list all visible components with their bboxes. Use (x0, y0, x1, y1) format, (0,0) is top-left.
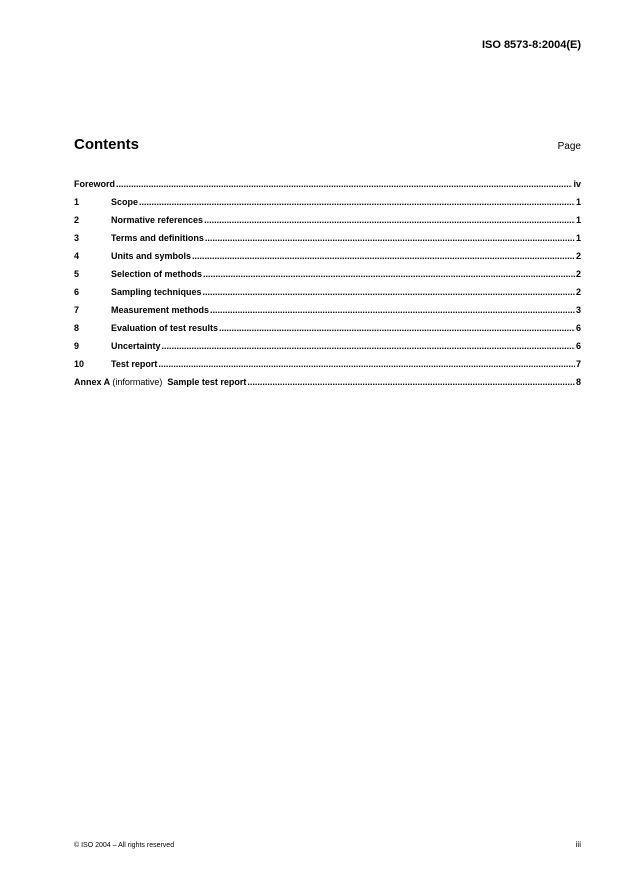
toc-entry-page: 6 (575, 323, 581, 333)
toc-entry-number: 10 (74, 359, 85, 369)
toc-entry-page: 2 (575, 269, 581, 279)
table-of-contents (74, 175, 581, 391)
toc-entry-title: Selection of methods (111, 269, 203, 279)
toc-entry-number: 2 (74, 215, 80, 225)
toc-entry-title: Measurement methods (111, 305, 210, 315)
toc-entry-units-and-symbols[interactable] (74, 247, 581, 265)
toc-entry-number: 4 (74, 251, 80, 261)
toc-entry-title: Test report (111, 359, 158, 369)
toc-entry-sampling-techniques[interactable] (74, 283, 581, 301)
toc-entry-title: Sampling techniques (111, 287, 202, 297)
toc-entry-test-report[interactable] (74, 355, 581, 373)
toc-entry-scope[interactable] (74, 193, 581, 211)
toc-leader-dots (203, 265, 575, 283)
toc-entry-annex-title (74, 373, 246, 391)
toc-leader-dots (205, 229, 575, 247)
toc-entry-page: 1 (575, 197, 581, 207)
toc-entry-number: 9 (74, 341, 80, 351)
toc-entry-title: Scope (111, 197, 139, 207)
toc-entry-title: Terms and definitions (111, 233, 204, 243)
toc-entry-page: 6 (575, 341, 581, 351)
toc-leader-dots (116, 175, 572, 193)
toc-entry-page: 2 (575, 287, 581, 297)
toc-entry-number: 6 (74, 287, 80, 297)
toc-leader-dots (219, 319, 575, 337)
annex-label: Annex A (74, 377, 110, 387)
toc-entry-title: Normative references (111, 215, 204, 225)
toc-entry-page: 7 (575, 359, 581, 369)
toc-leader-dots (139, 193, 575, 211)
toc-entry-number: 1 (74, 197, 80, 207)
toc-entry-title: Evaluation of test results (111, 323, 219, 333)
toc-entry-evaluation-of-test-results[interactable] (74, 319, 581, 337)
toc-entry-title: Units and symbols (111, 251, 192, 261)
toc-leader-dots (162, 337, 575, 355)
toc-entry-measurement-methods[interactable] (74, 301, 581, 319)
toc-leader-dots (192, 247, 575, 265)
toc-entry-page: 8 (575, 377, 581, 387)
toc-entry-selection-of-methods[interactable] (74, 265, 581, 283)
toc-entry-terms-and-definitions[interactable] (74, 229, 581, 247)
toc-entry-title: Foreword (74, 179, 116, 189)
toc-leader-dots (203, 283, 575, 301)
toc-leader-dots (158, 355, 575, 373)
toc-entry-number: 8 (74, 323, 80, 333)
footer-copyright: © ISO 2004 – All rights reserved (74, 842, 175, 849)
toc-leader-dots (204, 211, 575, 229)
toc-entry-title: Uncertainty (111, 341, 161, 351)
toc-entry-uncertainty[interactable] (74, 337, 581, 355)
toc-entry-page: 3 (575, 305, 581, 315)
contents-heading: Contents (74, 136, 139, 153)
toc-entry-number: 5 (74, 269, 80, 279)
annex-qualifier: (informative) (112, 377, 163, 387)
toc-entry-annex-a[interactable] (74, 373, 581, 391)
document-id: ISO 8573-8:2004(E) (481, 39, 581, 51)
toc-leader-dots (247, 373, 575, 391)
toc-entry-number: 3 (74, 233, 80, 243)
toc-entry-number: 7 (74, 305, 80, 315)
toc-entry-normative-references[interactable] (74, 211, 581, 229)
annex-subtitle: Sample test report (167, 377, 247, 387)
footer-page-number: iii (575, 840, 581, 849)
toc-entry-page: 1 (575, 215, 581, 225)
toc-entry-page: 2 (575, 251, 581, 261)
toc-leader-dots (210, 301, 575, 319)
page-column-label: Page (557, 141, 581, 152)
toc-entry-page: iv (573, 179, 581, 189)
toc-entry-page: 1 (575, 233, 581, 243)
toc-entry-foreword[interactable] (74, 175, 581, 193)
